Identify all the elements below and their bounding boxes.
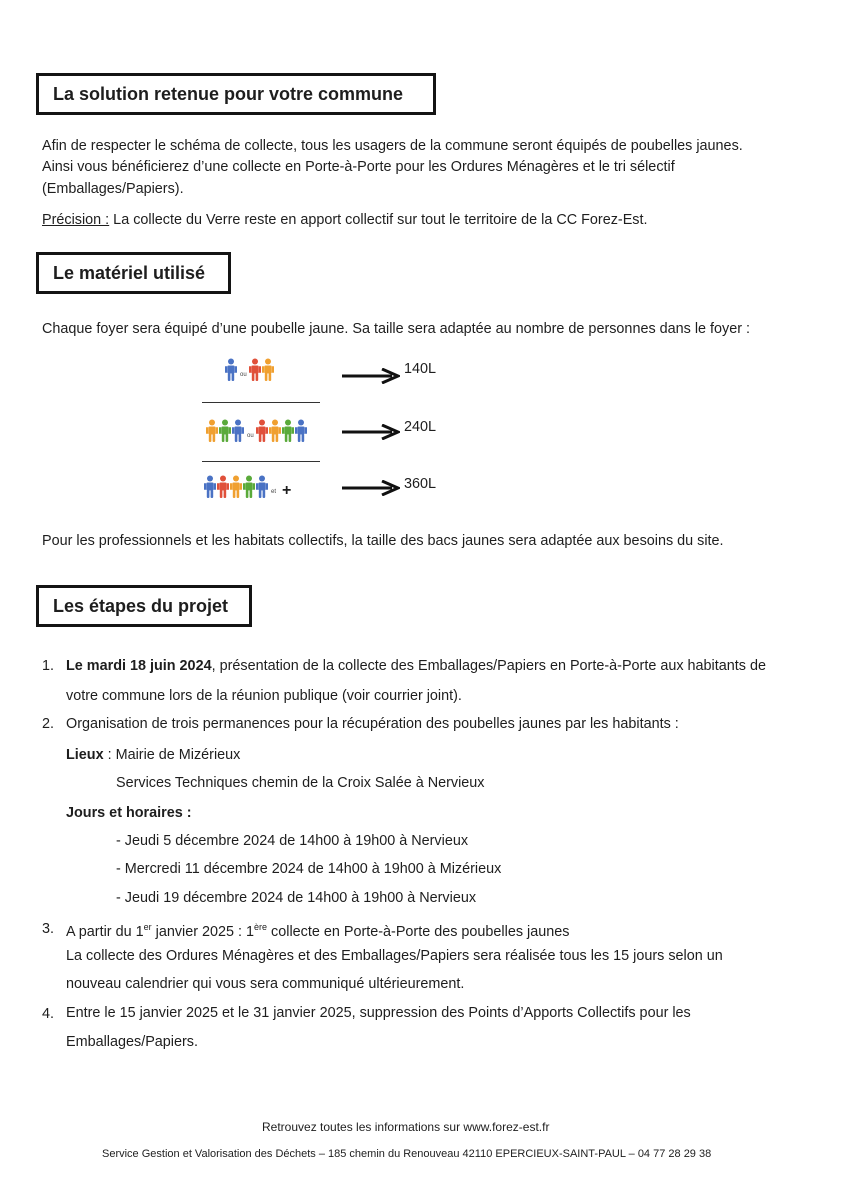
step-1-date: Le mardi 18 juin 2024: [66, 658, 212, 674]
paragraph-line: Afin de respecter le schéma de collecte, tous les usagers de la commune seront équipés de poubelles jaunes.: [42, 138, 743, 154]
step-number: 2.: [42, 716, 55, 732]
people-group-3: [204, 475, 291, 499]
person-icon: [249, 358, 261, 382]
person-icon: [256, 475, 268, 499]
lieux-label: Lieux: [66, 747, 104, 763]
person-icon: [217, 475, 229, 499]
arrow-right-icon: [342, 480, 400, 496]
paragraph-line: Ainsi vous bénéficierez d’une collecte en Porte-à-Porte pour les Ordures Ménagères et le tri sélectif: [42, 159, 675, 175]
connector-text: ou: [247, 433, 254, 439]
section-heading-etapes: [36, 585, 252, 627]
person-icon: [256, 419, 268, 443]
step-2-line: Organisation de trois permanences pour la récupération des poubelles jaunes par les habitants :: [66, 716, 679, 732]
superscript: er: [143, 922, 152, 932]
step-3-text-b: janvier 2025 : 1: [151, 923, 255, 940]
lieux-1: : Mairie de Mizérieux: [103, 747, 241, 763]
precision-line: [42, 210, 647, 231]
step-4-line: Entre le 15 janvier 2025 et le 31 janvier 2025, suppression des Points d’Apports Collectifs pour les: [66, 1005, 691, 1021]
person-icon: [262, 358, 274, 382]
person-icon: [204, 475, 216, 499]
paragraph-line: (Emballages/Papiers).: [42, 181, 184, 197]
step-number: 4.: [42, 1006, 55, 1022]
section-heading-materiel: [36, 252, 231, 294]
arrow-right-icon: [342, 368, 400, 384]
section-heading-solution: [36, 73, 436, 115]
capacity-label: 360L: [404, 476, 437, 492]
connector-text: ou: [240, 372, 247, 378]
capacity-label: 240L: [404, 419, 437, 435]
step-3-line-2: La collecte des Ordures Ménagères et des Emballages/Papiers sera réalisée tous les 15 jours selon un: [66, 948, 723, 964]
person-icon: [282, 419, 294, 443]
plus-sign: +: [282, 482, 292, 499]
heading-text: La solution retenue pour votre commune: [53, 83, 404, 104]
person-icon: [232, 419, 244, 443]
step-3-line-3: nouveau calendrier qui vous sera communiqué ultérieurement.: [66, 976, 465, 992]
footer-address: Service Gestion et Valorisation des Déchets – 185 chemin du Renouveau 42110 EPERCIEUX-SAINT-PAUL – 04 77 28 29 38: [102, 1148, 712, 1160]
jour-item: - Jeudi 19 décembre 2024 de 14h00 à 19h00 à Nervieux: [116, 890, 477, 906]
person-icon: [225, 358, 237, 382]
step-1-text: , présentation de la collecte des Emballages/Papiers en Porte-à-Porte aux habitants de: [211, 658, 766, 674]
heading-text: Les étapes du projet: [53, 595, 229, 616]
jour-item: - Mercredi 11 décembre 2024 de 14h00 à 19h00 à Mizérieux: [116, 861, 502, 877]
footer-website: Retrouvez toutes les informations sur www.forez-est.fr: [262, 1120, 550, 1134]
step-1-line-2: votre commune lors de la réunion publique (voir courrier joint).: [66, 688, 462, 704]
row-divider: [202, 461, 320, 462]
step-1-line: [66, 656, 766, 677]
person-icon: [230, 475, 242, 499]
jours-label: Jours et horaires :: [66, 805, 192, 821]
people-group-1: [225, 358, 275, 382]
heading-text: Le matériel utilisé: [53, 262, 206, 283]
jour-item: - Jeudi 5 décembre 2024 de 14h00 à 19h00 à Nervieux: [116, 833, 469, 849]
step-3-text-c: collecte en Porte-à-Porte des poubelles jaunes: [267, 923, 570, 940]
person-icon: [269, 419, 281, 443]
superscript: ère: [254, 922, 268, 932]
person-icon: [295, 419, 307, 443]
materiel-intro: Chaque foyer sera équipé d’une poubelle jaune. Sa taille sera adaptée au nombre de personnes dans le foyer :: [42, 321, 751, 337]
people-group-2: [206, 419, 308, 443]
step-4-line-2: Emballages/Papiers.: [66, 1034, 198, 1050]
lieux-line: [66, 745, 240, 766]
precision-label: Précision :: [42, 212, 110, 228]
capacity-label: 140L: [404, 361, 437, 377]
row-divider: [202, 402, 320, 403]
step-3-line: [66, 917, 569, 943]
step-number: 1.: [42, 658, 55, 674]
step-3-text-a: A partir du 1: [66, 923, 144, 940]
arrow-right-icon: [342, 424, 400, 440]
person-icon: [243, 475, 255, 499]
step-number: 3.: [42, 921, 55, 937]
person-icon: [219, 419, 231, 443]
professional-note: Pour les professionnels et les habitats collectifs, la taille des bacs jaunes sera adaptée aux besoins du site.: [42, 533, 724, 549]
connector-text: et: [271, 489, 277, 495]
lieux-2: Services Techniques chemin de la Croix Salée à Nervieux: [116, 775, 485, 791]
precision-text: La collecte du Verre reste en apport collectif sur tout le territoire de la CC Forez-Est.: [109, 212, 648, 228]
person-icon: [206, 419, 218, 443]
